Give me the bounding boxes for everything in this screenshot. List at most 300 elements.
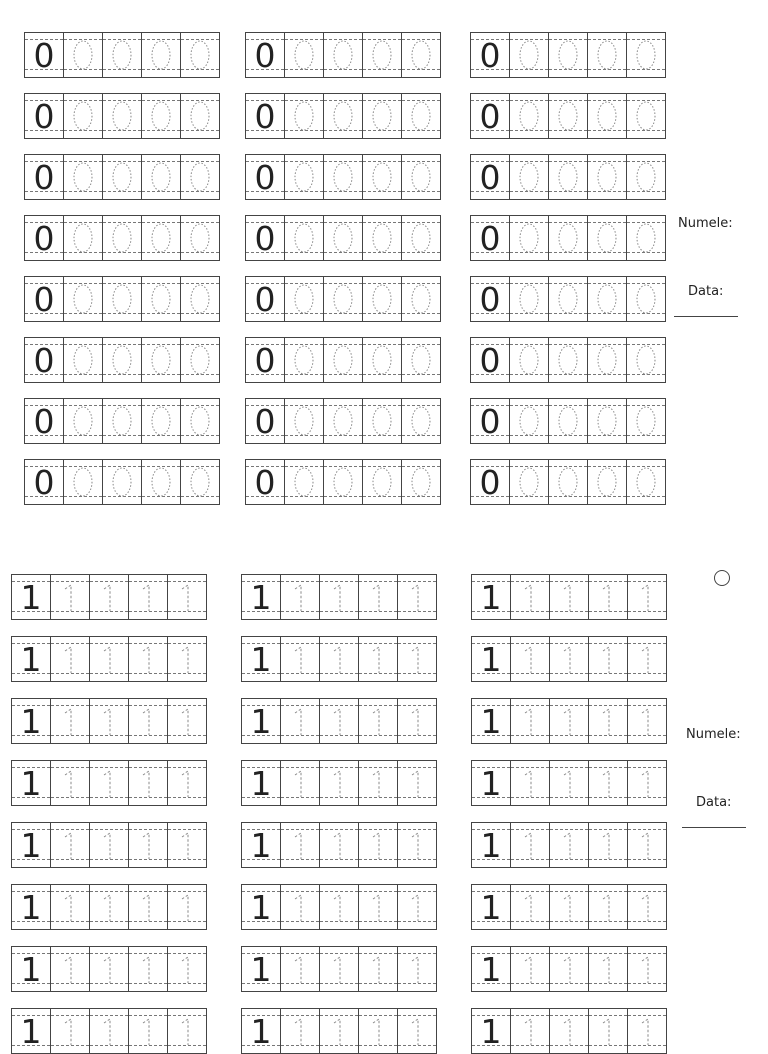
trace-cell[interactable] xyxy=(628,637,666,681)
trace-cell[interactable] xyxy=(549,216,588,260)
trace-cell[interactable] xyxy=(550,575,589,619)
trace-cell[interactable] xyxy=(511,699,550,743)
model-cell xyxy=(12,947,51,991)
trace-cell[interactable] xyxy=(398,947,436,991)
trace-cell[interactable] xyxy=(510,155,549,199)
trace-cell[interactable] xyxy=(168,761,206,805)
trace-cell[interactable] xyxy=(168,1009,206,1053)
trace-cell[interactable] xyxy=(90,947,129,991)
practice-strip xyxy=(11,698,207,744)
dashed-one-icon xyxy=(398,947,436,991)
dashed-one-icon xyxy=(90,637,128,681)
dotted-zero-icon xyxy=(142,155,180,199)
dashed-one-icon xyxy=(589,575,627,619)
trace-cell[interactable] xyxy=(142,155,181,199)
trace-cell[interactable] xyxy=(181,277,219,321)
trace-cell[interactable] xyxy=(398,823,436,867)
trace-cell[interactable] xyxy=(402,33,440,77)
model-digit: 1 xyxy=(480,1011,502,1051)
trace-cell[interactable] xyxy=(510,33,549,77)
dashed-one-icon xyxy=(51,575,89,619)
trace-cell[interactable] xyxy=(320,947,359,991)
model-digit: 1 xyxy=(250,825,272,865)
trace-cell[interactable] xyxy=(589,947,628,991)
trace-cell[interactable] xyxy=(402,460,440,504)
trace-cell[interactable] xyxy=(51,575,90,619)
trace-cell[interactable] xyxy=(142,216,181,260)
model-cell xyxy=(471,460,510,504)
practice-strip xyxy=(241,822,437,868)
trace-cell[interactable] xyxy=(181,33,219,77)
practice-strip xyxy=(470,337,666,383)
dashed-one-icon xyxy=(90,761,128,805)
trace-cell[interactable] xyxy=(90,575,129,619)
trace-cell[interactable] xyxy=(510,94,549,138)
trace-cell[interactable] xyxy=(285,155,324,199)
circle-outline-icon xyxy=(714,570,730,586)
trace-cell[interactable] xyxy=(285,460,324,504)
trace-cell[interactable] xyxy=(359,823,398,867)
trace-cell[interactable] xyxy=(398,1009,436,1053)
trace-cell[interactable] xyxy=(64,94,103,138)
trace-cell[interactable] xyxy=(628,885,666,929)
trace-cell[interactable] xyxy=(142,338,181,382)
dashed-one-icon xyxy=(51,699,89,743)
trace-cell[interactable] xyxy=(589,885,628,929)
dotted-zero-icon xyxy=(142,399,180,443)
trace-cell[interactable] xyxy=(324,460,363,504)
trace-cell[interactable] xyxy=(103,216,142,260)
trace-cell[interactable] xyxy=(168,823,206,867)
dashed-one-icon xyxy=(51,823,89,867)
trace-cell[interactable] xyxy=(589,823,628,867)
trace-cell[interactable] xyxy=(142,277,181,321)
trace-cell[interactable] xyxy=(51,637,90,681)
trace-cell[interactable] xyxy=(285,277,324,321)
trace-cell[interactable] xyxy=(588,94,627,138)
trace-cell[interactable] xyxy=(103,399,142,443)
trace-cell[interactable] xyxy=(359,575,398,619)
dotted-zero-icon xyxy=(285,460,323,504)
trace-cell[interactable] xyxy=(168,947,206,991)
trace-cell[interactable] xyxy=(129,947,168,991)
trace-cell[interactable] xyxy=(285,33,324,77)
trace-cell[interactable] xyxy=(142,460,181,504)
trace-cell[interactable] xyxy=(363,460,402,504)
trace-cell[interactable] xyxy=(51,761,90,805)
dashed-one-icon xyxy=(51,761,89,805)
trace-cell[interactable] xyxy=(588,33,627,77)
trace-cell[interactable] xyxy=(103,460,142,504)
dashed-one-icon xyxy=(628,699,666,743)
dotted-zero-icon xyxy=(402,277,440,321)
trace-cell[interactable] xyxy=(511,761,550,805)
practice-strip xyxy=(11,760,207,806)
trace-cell[interactable] xyxy=(320,761,359,805)
dashed-one-icon xyxy=(628,823,666,867)
trace-cell[interactable] xyxy=(402,338,440,382)
dashed-one-icon xyxy=(51,637,89,681)
trace-cell[interactable] xyxy=(324,399,363,443)
trace-cell[interactable] xyxy=(510,277,549,321)
trace-cell[interactable] xyxy=(320,575,359,619)
trace-cell[interactable] xyxy=(589,761,628,805)
trace-cell[interactable] xyxy=(359,947,398,991)
dotted-zero-icon xyxy=(103,277,141,321)
trace-cell[interactable] xyxy=(64,399,103,443)
trace-cell[interactable] xyxy=(627,399,665,443)
dashed-one-icon xyxy=(398,699,436,743)
dotted-zero-icon xyxy=(285,155,323,199)
trace-cell[interactable] xyxy=(511,575,550,619)
model-digit: 1 xyxy=(20,763,42,803)
dotted-zero-icon xyxy=(588,94,626,138)
trace-cell[interactable] xyxy=(589,1009,628,1053)
model-cell xyxy=(12,885,51,929)
date-line xyxy=(682,827,746,828)
model-cell xyxy=(246,155,285,199)
trace-cell[interactable] xyxy=(142,94,181,138)
date-label: Data: xyxy=(688,284,724,299)
dotted-zero-icon xyxy=(64,33,102,77)
model-digit: 1 xyxy=(480,949,502,989)
trace-cell[interactable] xyxy=(511,885,550,929)
trace-cell[interactable] xyxy=(549,33,588,77)
trace-cell[interactable] xyxy=(181,460,219,504)
trace-cell[interactable] xyxy=(51,1009,90,1053)
trace-cell[interactable] xyxy=(398,885,436,929)
dotted-zero-icon xyxy=(285,94,323,138)
dotted-zero-icon xyxy=(181,460,219,504)
trace-cell[interactable] xyxy=(549,94,588,138)
model-digit: 1 xyxy=(480,763,502,803)
model-digit: 1 xyxy=(250,1011,272,1051)
trace-cell[interactable] xyxy=(363,155,402,199)
model-digit: 0 xyxy=(33,279,55,319)
trace-cell[interactable] xyxy=(129,575,168,619)
trace-cell[interactable] xyxy=(628,575,666,619)
trace-cell[interactable] xyxy=(281,885,320,929)
dotted-zero-icon xyxy=(285,33,323,77)
trace-cell[interactable] xyxy=(103,94,142,138)
dotted-zero-icon xyxy=(324,460,362,504)
trace-cell[interactable] xyxy=(402,155,440,199)
trace-cell[interactable] xyxy=(398,575,436,619)
model-digit: 0 xyxy=(479,462,501,502)
model-digit: 1 xyxy=(250,763,272,803)
dashed-one-icon xyxy=(359,885,397,929)
dashed-one-icon xyxy=(168,637,206,681)
trace-cell[interactable] xyxy=(589,637,628,681)
trace-cell[interactable] xyxy=(320,699,359,743)
name-label: Numele: xyxy=(678,216,733,231)
trace-cell[interactable] xyxy=(550,761,589,805)
dotted-zero-icon xyxy=(363,338,401,382)
trace-cell[interactable] xyxy=(363,33,402,77)
trace-cell[interactable] xyxy=(511,1009,550,1053)
trace-cell[interactable] xyxy=(103,338,142,382)
trace-cell[interactable] xyxy=(628,699,666,743)
model-cell xyxy=(25,33,64,77)
trace-cell[interactable] xyxy=(549,277,588,321)
trace-cell[interactable] xyxy=(363,216,402,260)
trace-cell[interactable] xyxy=(142,399,181,443)
trace-cell[interactable] xyxy=(363,399,402,443)
trace-cell[interactable] xyxy=(398,637,436,681)
model-cell xyxy=(472,823,511,867)
trace-cell[interactable] xyxy=(129,699,168,743)
trace-cell[interactable] xyxy=(168,637,206,681)
trace-cell[interactable] xyxy=(510,460,549,504)
trace-cell[interactable] xyxy=(90,699,129,743)
trace-cell[interactable] xyxy=(627,460,665,504)
dashed-one-icon xyxy=(90,575,128,619)
trace-cell[interactable] xyxy=(359,699,398,743)
trace-cell[interactable] xyxy=(129,1009,168,1053)
model-cell xyxy=(471,399,510,443)
dotted-zero-icon xyxy=(363,216,401,260)
trace-cell[interactable] xyxy=(142,33,181,77)
trace-cell[interactable] xyxy=(588,399,627,443)
trace-cell[interactable] xyxy=(281,823,320,867)
trace-cell[interactable] xyxy=(628,761,666,805)
dotted-zero-icon xyxy=(64,94,102,138)
trace-cell[interactable] xyxy=(549,155,588,199)
trace-cell[interactable] xyxy=(511,637,550,681)
trace-cell[interactable] xyxy=(320,823,359,867)
trace-cell[interactable] xyxy=(627,338,665,382)
trace-cell[interactable] xyxy=(320,1009,359,1053)
trace-cell[interactable] xyxy=(281,947,320,991)
trace-cell[interactable] xyxy=(285,399,324,443)
trace-cell[interactable] xyxy=(168,699,206,743)
trace-cell[interactable] xyxy=(181,216,219,260)
dashed-one-icon xyxy=(398,637,436,681)
practice-strip xyxy=(11,574,207,620)
dashed-one-icon xyxy=(320,637,358,681)
trace-cell[interactable] xyxy=(281,575,320,619)
dotted-zero-icon xyxy=(142,338,180,382)
trace-cell[interactable] xyxy=(103,277,142,321)
model-cell xyxy=(25,94,64,138)
dashed-one-icon xyxy=(398,575,436,619)
trace-cell[interactable] xyxy=(320,637,359,681)
trace-cell[interactable] xyxy=(628,1009,666,1053)
trace-cell[interactable] xyxy=(398,761,436,805)
trace-cell[interactable] xyxy=(549,338,588,382)
model-cell xyxy=(12,1009,51,1053)
trace-cell[interactable] xyxy=(627,33,665,77)
trace-cell[interactable] xyxy=(285,338,324,382)
trace-cell[interactable] xyxy=(324,94,363,138)
practice-strip xyxy=(241,760,437,806)
trace-cell[interactable] xyxy=(181,338,219,382)
practice-strip xyxy=(241,636,437,682)
dotted-zero-icon xyxy=(402,460,440,504)
trace-cell[interactable] xyxy=(398,699,436,743)
trace-cell[interactable] xyxy=(64,216,103,260)
trace-cell[interactable] xyxy=(90,823,129,867)
dotted-zero-icon xyxy=(510,216,548,260)
trace-cell[interactable] xyxy=(402,399,440,443)
model-cell xyxy=(246,33,285,77)
practice-strip xyxy=(245,398,441,444)
trace-cell[interactable] xyxy=(510,338,549,382)
trace-cell[interactable] xyxy=(324,216,363,260)
trace-cell[interactable] xyxy=(129,637,168,681)
trace-cell[interactable] xyxy=(511,947,550,991)
practice-strip xyxy=(24,32,220,78)
trace-cell[interactable] xyxy=(628,823,666,867)
model-cell xyxy=(246,338,285,382)
dashed-one-icon xyxy=(129,823,167,867)
trace-cell[interactable] xyxy=(103,155,142,199)
trace-cell[interactable] xyxy=(51,823,90,867)
dashed-one-icon xyxy=(51,885,89,929)
trace-cell[interactable] xyxy=(324,277,363,321)
trace-cell[interactable] xyxy=(90,761,129,805)
trace-cell[interactable] xyxy=(324,155,363,199)
model-digit: 0 xyxy=(479,96,501,136)
trace-cell[interactable] xyxy=(281,1009,320,1053)
model-digit: 1 xyxy=(250,577,272,617)
dotted-zero-icon xyxy=(402,155,440,199)
dashed-one-icon xyxy=(550,885,588,929)
dotted-zero-icon xyxy=(627,338,665,382)
trace-cell[interactable] xyxy=(129,761,168,805)
dotted-zero-icon xyxy=(627,94,665,138)
trace-cell[interactable] xyxy=(168,575,206,619)
trace-cell[interactable] xyxy=(627,155,665,199)
dashed-one-icon xyxy=(51,947,89,991)
trace-cell[interactable] xyxy=(402,277,440,321)
dotted-zero-icon xyxy=(324,33,362,77)
trace-cell[interactable] xyxy=(363,277,402,321)
trace-cell[interactable] xyxy=(64,338,103,382)
trace-cell[interactable] xyxy=(627,216,665,260)
model-cell xyxy=(12,761,51,805)
trace-cell[interactable] xyxy=(511,823,550,867)
trace-cell[interactable] xyxy=(550,699,589,743)
dashed-one-icon xyxy=(168,885,206,929)
trace-cell[interactable] xyxy=(320,885,359,929)
trace-cell[interactable] xyxy=(168,885,206,929)
trace-cell[interactable] xyxy=(103,33,142,77)
model-digit: 0 xyxy=(254,279,276,319)
dotted-zero-icon xyxy=(549,277,587,321)
trace-cell[interactable] xyxy=(359,637,398,681)
trace-cell[interactable] xyxy=(550,885,589,929)
dotted-zero-icon xyxy=(181,338,219,382)
trace-cell[interactable] xyxy=(510,399,549,443)
trace-cell[interactable] xyxy=(589,699,628,743)
dotted-zero-icon xyxy=(64,155,102,199)
model-digit: 0 xyxy=(254,401,276,441)
trace-cell[interactable] xyxy=(550,947,589,991)
trace-cell[interactable] xyxy=(281,699,320,743)
trace-cell[interactable] xyxy=(549,399,588,443)
dashed-one-icon xyxy=(550,823,588,867)
model-cell xyxy=(471,33,510,77)
model-digit: 1 xyxy=(480,639,502,679)
practice-strip xyxy=(24,93,220,139)
trace-cell[interactable] xyxy=(588,216,627,260)
trace-cell[interactable] xyxy=(324,33,363,77)
model-cell xyxy=(242,637,281,681)
trace-cell[interactable] xyxy=(628,947,666,991)
trace-cell[interactable] xyxy=(550,1009,589,1053)
trace-cell[interactable] xyxy=(129,823,168,867)
trace-cell[interactable] xyxy=(627,277,665,321)
dotted-zero-icon xyxy=(103,399,141,443)
trace-cell[interactable] xyxy=(402,94,440,138)
trace-cell[interactable] xyxy=(402,216,440,260)
practice-strip xyxy=(470,398,666,444)
trace-cell[interactable] xyxy=(64,277,103,321)
trace-cell[interactable] xyxy=(64,33,103,77)
dashed-one-icon xyxy=(628,637,666,681)
model-cell xyxy=(472,699,511,743)
trace-cell[interactable] xyxy=(285,216,324,260)
trace-cell[interactable] xyxy=(64,460,103,504)
trace-cell[interactable] xyxy=(550,637,589,681)
trace-cell[interactable] xyxy=(281,761,320,805)
trace-cell[interactable] xyxy=(510,216,549,260)
trace-cell[interactable] xyxy=(363,338,402,382)
practice-strip xyxy=(471,884,667,930)
trace-cell[interactable] xyxy=(181,399,219,443)
trace-cell[interactable] xyxy=(588,155,627,199)
trace-cell[interactable] xyxy=(51,885,90,929)
dotted-zero-icon xyxy=(510,277,548,321)
practice-strip xyxy=(24,276,220,322)
trace-cell[interactable] xyxy=(90,885,129,929)
trace-cell[interactable] xyxy=(359,761,398,805)
trace-cell[interactable] xyxy=(359,1009,398,1053)
model-cell xyxy=(471,277,510,321)
trace-cell[interactable] xyxy=(64,155,103,199)
trace-cell[interactable] xyxy=(51,699,90,743)
trace-cell[interactable] xyxy=(90,637,129,681)
dotted-zero-icon xyxy=(549,155,587,199)
dashed-one-icon xyxy=(398,823,436,867)
trace-cell[interactable] xyxy=(549,460,588,504)
dotted-zero-icon xyxy=(103,216,141,260)
trace-cell[interactable] xyxy=(588,277,627,321)
dashed-one-icon xyxy=(129,761,167,805)
trace-cell[interactable] xyxy=(588,460,627,504)
trace-cell[interactable] xyxy=(588,338,627,382)
model-digit: 0 xyxy=(33,96,55,136)
trace-cell[interactable] xyxy=(285,94,324,138)
trace-cell[interactable] xyxy=(181,94,219,138)
trace-cell[interactable] xyxy=(90,1009,129,1053)
trace-cell[interactable] xyxy=(324,338,363,382)
trace-cell[interactable] xyxy=(51,947,90,991)
dashed-one-icon xyxy=(129,699,167,743)
trace-cell[interactable] xyxy=(627,94,665,138)
trace-cell[interactable] xyxy=(129,885,168,929)
trace-cell[interactable] xyxy=(181,155,219,199)
model-digit: 1 xyxy=(20,639,42,679)
dashed-one-icon xyxy=(550,947,588,991)
dotted-zero-icon xyxy=(588,216,626,260)
trace-cell[interactable] xyxy=(359,885,398,929)
trace-cell[interactable] xyxy=(589,575,628,619)
trace-cell[interactable] xyxy=(550,823,589,867)
trace-cell[interactable] xyxy=(281,637,320,681)
trace-cell[interactable] xyxy=(363,94,402,138)
